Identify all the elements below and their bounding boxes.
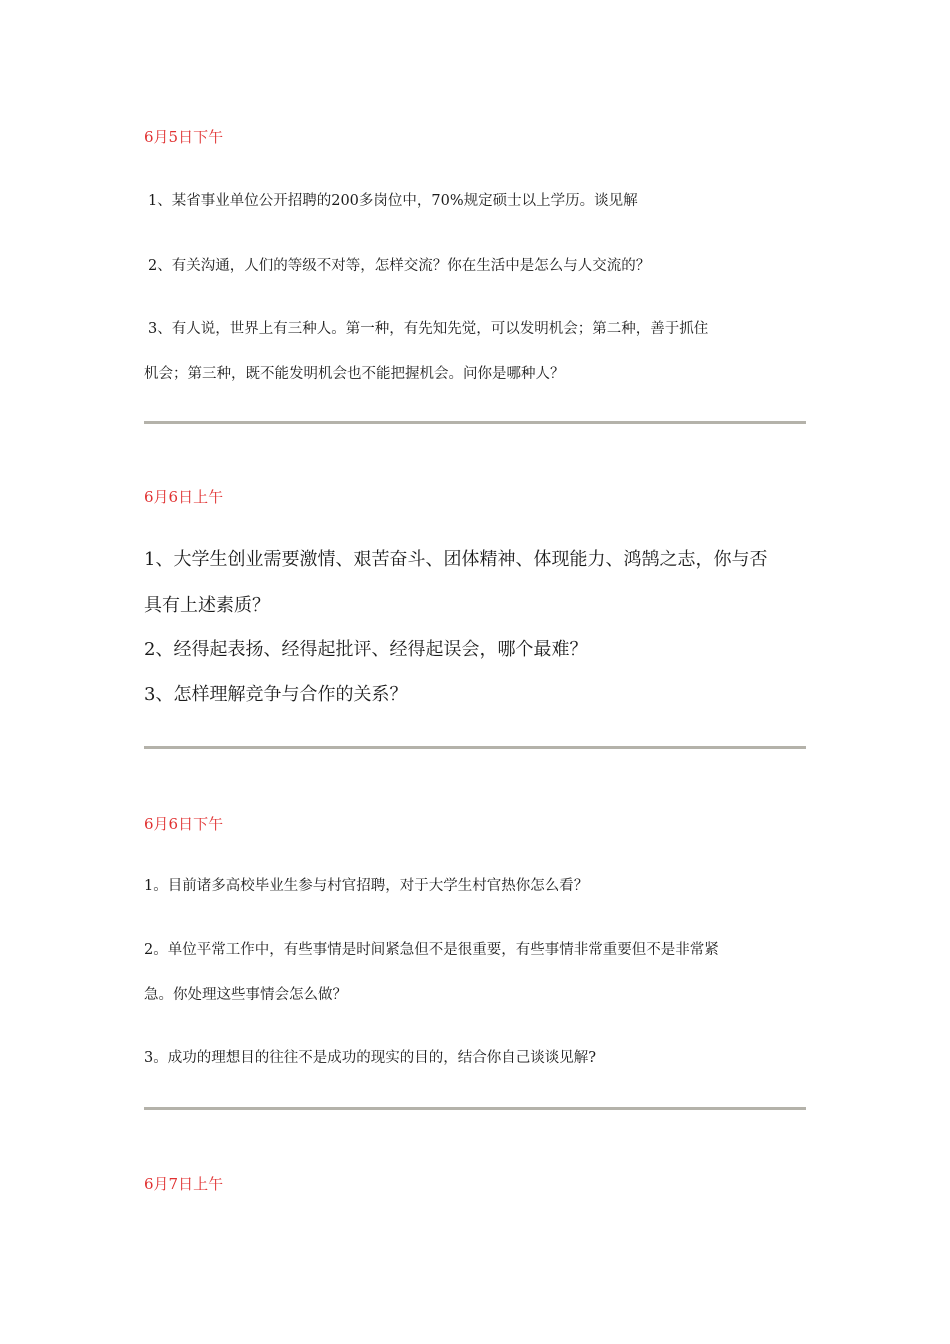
question-item: 2、经得起表扬、经得起批评、经得起误会，哪个最难？ bbox=[144, 639, 588, 660]
question-item: 3、怎样理解竞争与合作的关系？ bbox=[144, 684, 408, 705]
question-item: 1。目前诸多高校毕业生参与村官招聘，对于大学生村官热你怎么看？ bbox=[144, 878, 589, 894]
section-date-heading: 6月7日上午 bbox=[144, 1175, 224, 1193]
section-divider bbox=[144, 1107, 806, 1110]
question-item-continuation: 机会；第三种，既不能发明机会也不能把握机会。问你是哪种人？ bbox=[144, 366, 565, 382]
question-item: 3。成功的理想目的往往不是成功的现实的目的，结合你自己谈谈见解? bbox=[144, 1050, 596, 1066]
section-divider bbox=[144, 421, 806, 424]
question-item-continuation: 急。你处理这些事情会怎么做？ bbox=[144, 987, 347, 1003]
section-divider bbox=[144, 746, 806, 749]
question-item: 1、某省事业单位公开招聘的200多岗位中，70%规定硕士以上学历。谈见解 bbox=[148, 193, 638, 209]
question-item-continuation: 具有上述素质？ bbox=[144, 595, 270, 616]
section-date-heading: 6月6日下午 bbox=[144, 815, 224, 833]
question-item: 1、大学生创业需要激情、艰苦奋斗、团体精神、体现能力、鸿鹄之志，你与否 bbox=[144, 549, 768, 570]
section-date-heading: 6月6日上午 bbox=[144, 488, 224, 506]
section-date-heading: 6月5日下午 bbox=[144, 128, 224, 146]
question-item: 2、有关沟通，人们的等级不对等，怎样交流？你在生活中是怎么与人交流的？ bbox=[148, 258, 651, 274]
question-item: 2。单位平常工作中，有些事情是时间紧急但不是很重要，有些事情非常重要但不是非常紧 bbox=[144, 942, 719, 958]
question-item: 3、有人说，世界上有三种人。第一种，有先知先觉，可以发明机会；第二种，善于抓住 bbox=[148, 321, 709, 337]
